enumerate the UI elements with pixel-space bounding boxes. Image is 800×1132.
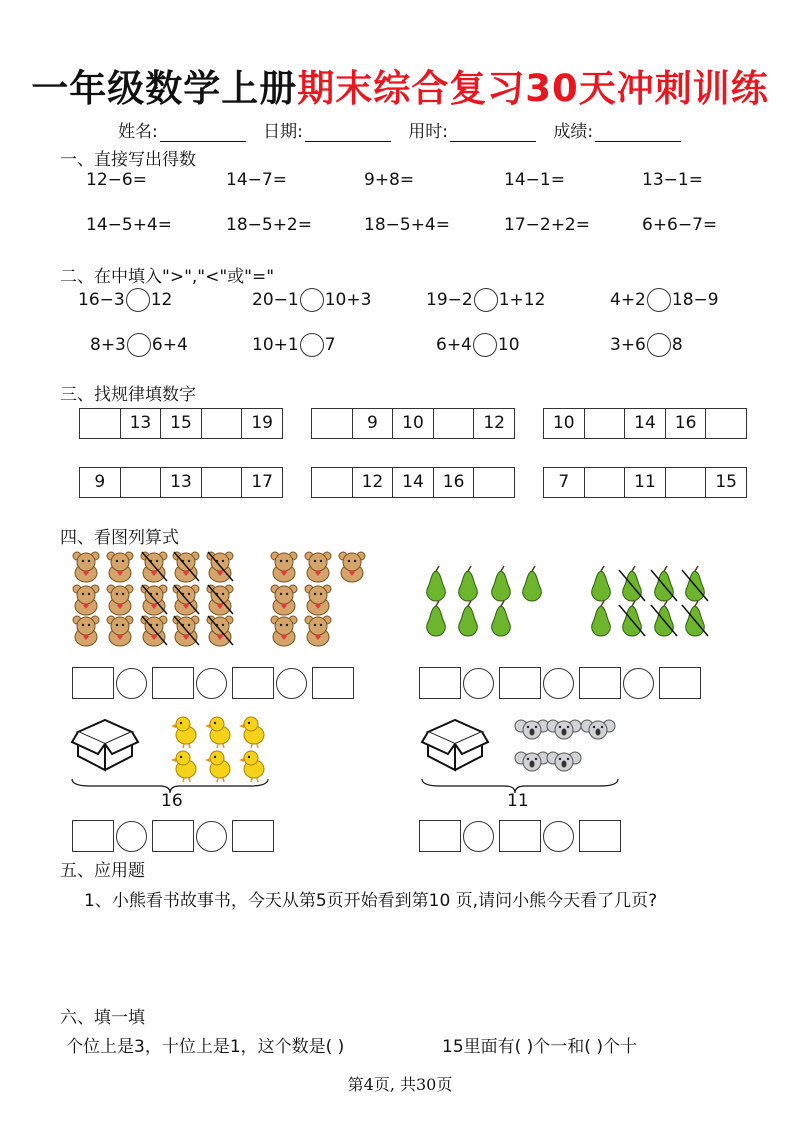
sequence-cell[interactable] bbox=[584, 408, 626, 439]
compare-left: 8+3 bbox=[90, 335, 126, 355]
bear-icon bbox=[339, 552, 365, 582]
mental-math-problem: 14−7= bbox=[226, 170, 287, 190]
pear-icon bbox=[682, 566, 708, 601]
score-label: 成绩: bbox=[553, 122, 594, 142]
chick-icon bbox=[239, 717, 264, 748]
bear-picture bbox=[66, 544, 446, 654]
pear-icon bbox=[427, 566, 446, 601]
koala-icon bbox=[581, 720, 615, 739]
pear-icon bbox=[592, 601, 611, 636]
fill-question-2: 15里面有( )个一和( )个十 bbox=[442, 1037, 637, 1057]
chick-icon bbox=[171, 717, 196, 748]
mental-math-problem: 9+8= bbox=[364, 170, 415, 190]
sequence-cell[interactable] bbox=[311, 467, 353, 498]
answer-box[interactable] bbox=[152, 820, 194, 852]
compare-right: 12 bbox=[150, 290, 173, 310]
koala-icon bbox=[515, 720, 549, 739]
operator-circle[interactable] bbox=[463, 821, 494, 852]
chick-picture bbox=[168, 714, 278, 784]
bear-icon bbox=[107, 585, 133, 615]
compare-circle[interactable] bbox=[300, 288, 324, 312]
mental-math-problem: 14−5+4= bbox=[86, 215, 172, 235]
sequence-cell[interactable]: 11 bbox=[624, 467, 666, 498]
sequence-cell[interactable] bbox=[473, 467, 515, 498]
sequence-cell[interactable] bbox=[79, 408, 121, 439]
section1-heading: 一、直接写出得数 bbox=[60, 150, 196, 170]
sequence-cell[interactable] bbox=[311, 408, 353, 439]
bear-icon bbox=[207, 585, 233, 615]
pear-icon bbox=[427, 601, 446, 636]
sequence-cell[interactable]: 10 bbox=[543, 408, 585, 439]
compare-right: 7 bbox=[324, 335, 336, 355]
koala-icon bbox=[515, 752, 549, 771]
operator-circle[interactable] bbox=[116, 668, 147, 699]
compare-right: 6+4 bbox=[151, 335, 188, 355]
date-field[interactable] bbox=[305, 125, 391, 142]
pear-icon bbox=[492, 566, 511, 601]
compare-left: 6+4 bbox=[436, 335, 472, 355]
pear-icon bbox=[619, 601, 645, 636]
koala-icon bbox=[547, 752, 581, 771]
bear-icon bbox=[173, 552, 199, 582]
bear-icon bbox=[207, 616, 233, 646]
bear-icon bbox=[305, 552, 331, 582]
mental-math-problem: 13−1= bbox=[642, 170, 703, 190]
answer-box[interactable] bbox=[232, 667, 274, 699]
compare-right: 10+3 bbox=[324, 290, 372, 310]
bear-icon bbox=[107, 616, 133, 646]
answer-box[interactable] bbox=[579, 820, 621, 852]
date-label: 日期: bbox=[263, 122, 303, 142]
operator-circle[interactable] bbox=[196, 821, 227, 852]
operator-circle[interactable] bbox=[196, 668, 227, 699]
sequence-cell[interactable] bbox=[584, 467, 626, 498]
compare-right: 8 bbox=[671, 335, 683, 355]
sequence-cell[interactable]: 17 bbox=[241, 467, 283, 498]
compare-left: 16−3 bbox=[78, 290, 125, 310]
mental-math-problem: 18−5+2= bbox=[226, 215, 312, 235]
sequence-cell[interactable]: 15 bbox=[160, 408, 202, 439]
compare-right: 18−9 bbox=[671, 290, 719, 310]
score-field[interactable] bbox=[595, 125, 681, 142]
compare-left: 4+2 bbox=[610, 290, 646, 310]
pear-icon bbox=[592, 566, 611, 601]
bear-icon bbox=[107, 552, 133, 582]
sequence-cell[interactable]: 9 bbox=[352, 408, 394, 439]
pear-icon bbox=[651, 566, 677, 601]
sequence-cell[interactable]: 12 bbox=[473, 408, 515, 439]
compare-circle[interactable] bbox=[300, 333, 324, 357]
mental-math-problem: 6+6−7= bbox=[642, 215, 718, 235]
sequence-cell[interactable] bbox=[201, 408, 243, 439]
answer-box[interactable] bbox=[232, 820, 274, 852]
pear-icon bbox=[682, 601, 708, 636]
answer-box[interactable] bbox=[499, 667, 541, 699]
compare-circle[interactable] bbox=[127, 333, 151, 357]
section2-heading: 二、在中填入">","<"或"=" bbox=[60, 267, 275, 287]
pear-picture bbox=[418, 565, 738, 645]
mental-math-problem: 14−1= bbox=[504, 170, 565, 190]
title-part2: 期末综合复习30天冲刺训练 bbox=[297, 67, 769, 110]
compare-left: 3+6 bbox=[610, 335, 646, 355]
bear-icon bbox=[73, 616, 99, 646]
compare-problem bbox=[610, 333, 683, 357]
bear-icon bbox=[173, 616, 199, 646]
compare-circle[interactable] bbox=[473, 333, 497, 357]
section5-heading: 五、应用题 bbox=[60, 861, 145, 881]
pear-icon bbox=[459, 566, 478, 601]
sequence-cell[interactable]: 16 bbox=[433, 467, 475, 498]
compare-problem bbox=[610, 288, 719, 312]
box-icon bbox=[70, 712, 140, 772]
operator-circle[interactable] bbox=[623, 668, 654, 699]
word-problem-1: 1、小熊看书故事书，今天从第5页开始看到第10 页,请问小熊今天看了几页? bbox=[84, 891, 658, 911]
sequence-cell[interactable] bbox=[665, 467, 707, 498]
compare-left: 20−1 bbox=[252, 290, 299, 310]
operator-circle[interactable] bbox=[276, 668, 307, 699]
compare-problem bbox=[426, 288, 545, 312]
section4-heading: 四、看图列算式 bbox=[60, 528, 179, 548]
name-field[interactable] bbox=[160, 125, 246, 142]
operator-circle[interactable] bbox=[116, 821, 147, 852]
sequence-cell[interactable] bbox=[705, 408, 747, 439]
sequence-cell[interactable]: 12 bbox=[352, 467, 394, 498]
pear-icon bbox=[523, 566, 542, 601]
answer-box[interactable] bbox=[499, 820, 541, 852]
bear-icon bbox=[173, 585, 199, 615]
operator-circle[interactable] bbox=[543, 821, 574, 852]
bear-icon bbox=[305, 585, 331, 615]
koala-icon bbox=[547, 720, 581, 739]
answer-box[interactable] bbox=[72, 667, 114, 699]
answer-box[interactable] bbox=[312, 667, 354, 699]
left-total: 16 bbox=[161, 791, 183, 811]
bear-icon bbox=[271, 585, 297, 615]
koala-picture bbox=[516, 714, 626, 784]
sequence-cell[interactable]: 7 bbox=[543, 467, 585, 498]
bear-icon bbox=[305, 616, 331, 646]
compare-problem bbox=[436, 333, 520, 357]
compare-circle[interactable] bbox=[474, 288, 498, 312]
sequence-cell[interactable]: 13 bbox=[120, 408, 162, 439]
time-field[interactable] bbox=[450, 125, 536, 142]
section6-heading: 六、填一填 bbox=[60, 1008, 145, 1028]
sequence-cell[interactable]: 14 bbox=[624, 408, 666, 439]
mental-math-problem: 17−2+2= bbox=[504, 215, 590, 235]
answer-box[interactable] bbox=[419, 820, 461, 852]
pear-icon bbox=[651, 601, 677, 636]
bear-icon bbox=[271, 616, 297, 646]
sequence-cell[interactable]: 9 bbox=[79, 467, 121, 498]
answer-box[interactable] bbox=[659, 667, 701, 699]
sequence-cell[interactable]: 19 bbox=[241, 408, 283, 439]
compare-problem bbox=[78, 288, 172, 312]
bear-icon bbox=[141, 616, 167, 646]
bear-icon bbox=[73, 552, 99, 582]
mental-math-problem: 18−5+4= bbox=[364, 215, 450, 235]
box-icon-right bbox=[420, 712, 490, 772]
bear-icon bbox=[207, 552, 233, 582]
compare-left: 10+1 bbox=[252, 335, 299, 355]
bear-icon bbox=[73, 585, 99, 615]
bear-icon bbox=[271, 552, 297, 582]
time-label: 用时: bbox=[408, 122, 449, 142]
name-label: 姓名: bbox=[118, 122, 158, 142]
sequence-cell[interactable] bbox=[433, 408, 475, 439]
page-number: 第4页, 共30页 bbox=[347, 1075, 453, 1094]
fill-question-1: 个位上是3，十位上是1，这个数是( ) bbox=[66, 1037, 345, 1057]
sequence-cell[interactable] bbox=[120, 467, 162, 498]
operator-circle[interactable] bbox=[463, 668, 494, 699]
bear-icon bbox=[141, 585, 167, 615]
compare-left: 19−2 bbox=[426, 290, 473, 310]
pear-icon bbox=[492, 601, 511, 636]
answer-box[interactable] bbox=[419, 667, 461, 699]
compare-circle[interactable] bbox=[126, 288, 150, 312]
operator-circle[interactable] bbox=[543, 668, 574, 699]
pear-icon bbox=[619, 566, 645, 601]
sequence-cell[interactable]: 13 bbox=[160, 467, 202, 498]
title-part1: 一年级数学上册 bbox=[31, 67, 298, 110]
mental-math-problem: 12−6= bbox=[86, 170, 147, 190]
pear-icon bbox=[459, 601, 478, 636]
section3-heading: 三、找规律填数字 bbox=[60, 385, 196, 405]
compare-problem bbox=[252, 288, 371, 312]
info-row bbox=[118, 117, 693, 142]
compare-right: 10 bbox=[497, 335, 520, 355]
sequence-cell[interactable]: 14 bbox=[392, 467, 434, 498]
right-total: 11 bbox=[507, 791, 529, 811]
compare-circle[interactable] bbox=[647, 288, 671, 312]
page-title bbox=[0, 58, 800, 112]
compare-circle[interactable] bbox=[647, 333, 671, 357]
sequence-cell[interactable]: 15 bbox=[705, 467, 747, 498]
compare-problem bbox=[252, 333, 336, 357]
sequence-cell[interactable] bbox=[201, 467, 243, 498]
chick-icon bbox=[205, 717, 230, 748]
answer-box[interactable] bbox=[72, 820, 114, 852]
answer-box[interactable] bbox=[152, 667, 194, 699]
compare-problem bbox=[90, 333, 188, 357]
sequence-cell[interactable]: 16 bbox=[665, 408, 707, 439]
answer-box[interactable] bbox=[579, 667, 621, 699]
bear-icon bbox=[141, 552, 167, 582]
sequence-cell[interactable]: 10 bbox=[392, 408, 434, 439]
compare-right: 1+12 bbox=[498, 290, 546, 310]
